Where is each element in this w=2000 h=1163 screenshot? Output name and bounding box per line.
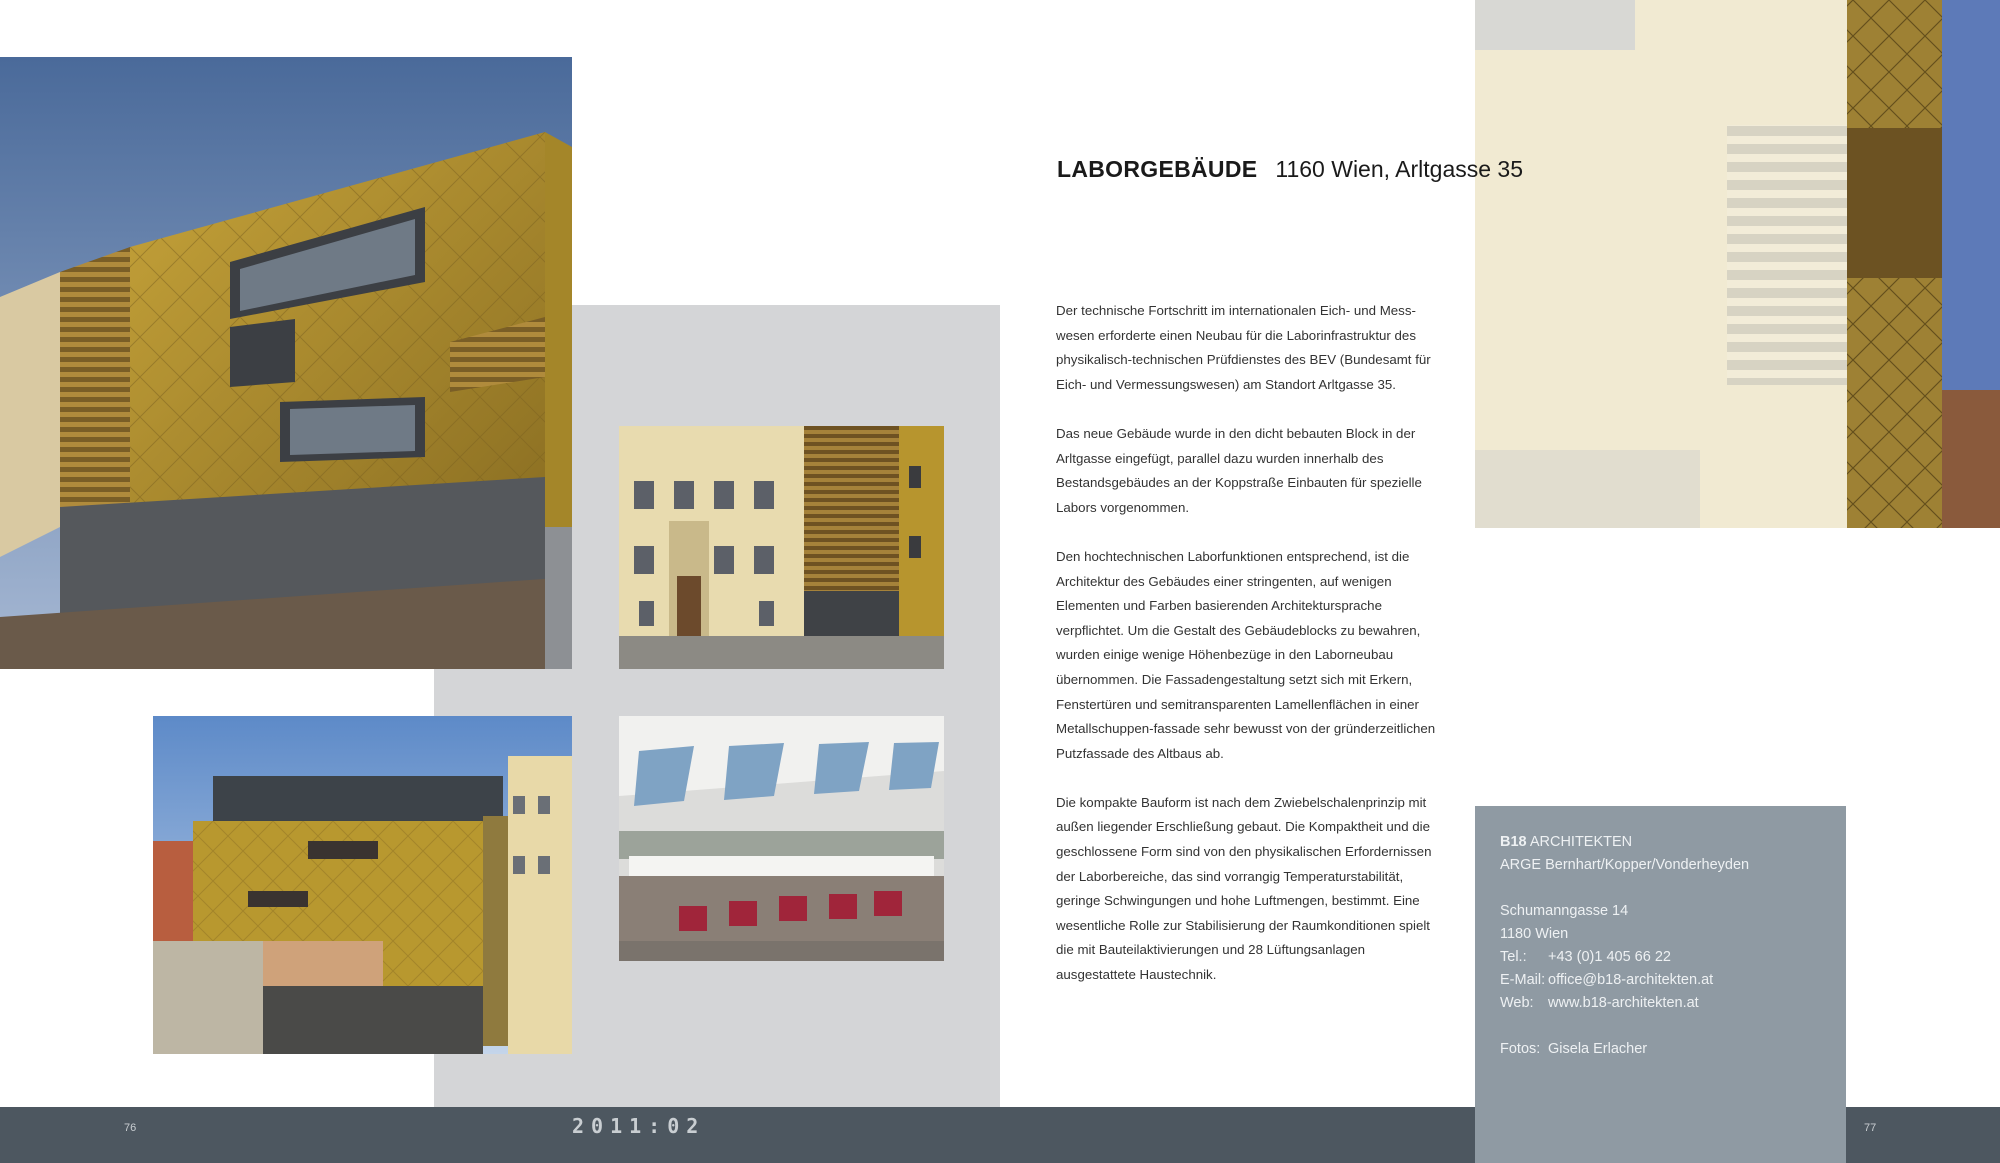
body-paragraph: Die kompakte Bauform ist nach dem Zwiebelschalenprinzip mit außen liegender Erschließung gebaut. Die Kompaktheit und die geschlossene Form sind von den physikalischen Erfordernissen der Laborbereiche, das sind vorrangig Temperaturstabilität, geringe Schwingungen und hohe Luftmengen, bestimmt. Eine wesentliche Rolle zur Stabilisierung der Raumkonditionen spielt die mit Bauteilaktivierungen und 28 Lüftungsanlagen ausgestattete Haustechnik. <box>1056 794 1432 983</box>
project-name: LABORGEBÄUDE <box>1057 156 1258 182</box>
web-row <box>1500 992 1840 1015</box>
courtyard-photo <box>153 716 572 1054</box>
body-paragraph: Den hochtechnischen Laborfunktionen entsprechend, ist die Architektur des Gebäudes einer stringenten, auf wenigen Elementen und Farben basierenden Architektursprache verpflichtet. Um die Gestalt des Gebäudeblocks zu bewahren, wurden einige wenige Höhenbezüge in den Laborneubau übernommen. Die Fassadengestaltung setzt sich mit Erkern, Fenstertüren und semitransparenten Lamellenflächen in einer Metallschuppen-fassade sehr bewusst von der gründerzeitlichen Putzfassade des Altbaus ab. <box>1056 548 1436 761</box>
body-paragraph: Das neue Gebäude wurde in den dicht bebauten Block in der Arltgasse eingefügt, parallel dazu wurden innerhalb des Bestandsgebäudes an der Koppstraße Einbauten für spezielle Labors vorgenommen. <box>1056 425 1422 515</box>
street-address: Schumanngasse 14 <box>1500 903 1629 919</box>
city-address: 1180 Wien <box>1500 926 1569 942</box>
article-title <box>1057 156 1523 183</box>
web-label: Web: <box>1500 995 1534 1011</box>
facade-photo-main <box>0 57 572 669</box>
arge-line: ARGE Bernhart/Kopper/Vonderheyden <box>1500 857 1750 873</box>
phone-value: +43 (0)1 405 66 22 <box>1548 949 1671 965</box>
info-panel-footer-extension <box>1475 1107 1846 1163</box>
web-link[interactable]: www.b18-architekten.at <box>1548 995 1699 1011</box>
page-number-right: 77 <box>1864 1122 1877 1134</box>
project-address: 1160 Wien, Arltgasse 35 <box>1275 156 1523 182</box>
firm-name-rest: ARCHITEKTEN <box>1526 834 1633 850</box>
email-label: E-Mail: <box>1500 972 1546 988</box>
firm-name <box>1500 831 1840 854</box>
phone-label: Tel.: <box>1500 949 1527 965</box>
article-body <box>1056 299 1436 1012</box>
architect-info <box>1500 831 1840 1061</box>
email-row <box>1500 969 1840 992</box>
facade-detail-photo <box>1475 0 2000 528</box>
email-link[interactable]: office@b18-architekten.at <box>1548 972 1714 988</box>
page-number-left: 76 <box>124 1122 137 1134</box>
photo-credit-label: Fotos: <box>1500 1041 1541 1057</box>
interior-room-photo <box>619 716 944 961</box>
photo-credit: Gisela Erlacher <box>1548 1041 1648 1057</box>
photo-credit-row <box>1500 1038 1840 1061</box>
body-paragraph: Der technische Fortschritt im internationalen Eich- und Mess-wesen erforderte einen Neubau für die Laborinfrastruktur des physikalisch-technischen Prüfdienstes des BEV (Bundesamt für Eich- und Vermessungswesen) am Standort Arltgasse 35. <box>1056 303 1431 392</box>
firm-name-bold: B18 <box>1500 834 1527 850</box>
issue-number: 2011:02 <box>572 1114 706 1138</box>
street-facade-photo <box>619 426 944 669</box>
phone-row <box>1500 946 1840 969</box>
